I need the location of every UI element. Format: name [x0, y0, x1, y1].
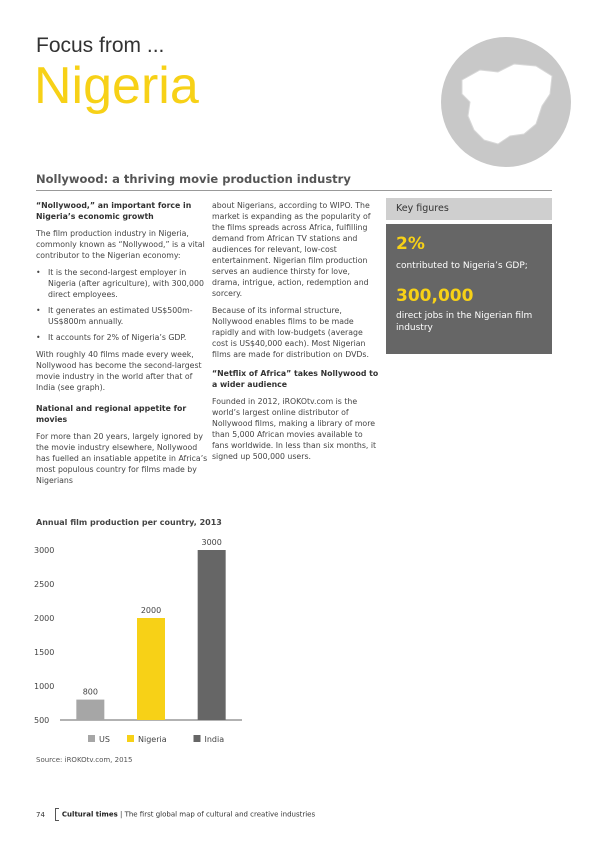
y-tick-label: 2000 [34, 614, 55, 623]
key-figures-header [386, 198, 552, 220]
key-figures-panel [386, 224, 552, 354]
key-figure-gdp: 2% [396, 234, 425, 254]
article-column-1 [36, 200, 208, 492]
y-tick-label: 1000 [34, 682, 55, 691]
y-tick-label: 500 [34, 716, 50, 725]
legend-swatch-us [88, 735, 95, 742]
nigeria-map-icon [440, 36, 572, 168]
data-label: 3000 [201, 538, 222, 547]
country-title: Nigeria [34, 57, 199, 115]
bullet-list [36, 267, 208, 343]
subheading: “Netflix of Africa” takes Nollywood to a wider audience [212, 369, 379, 389]
paragraph: Because of its informal structure, Nollywood enables films to be made rapidly and with low-budgets (average cost is US$40,000 each). Most Nigerian films are made for distribution on DVDs. [212, 306, 369, 359]
legend-swatch-nigeria [127, 735, 134, 742]
list-item: • It is the second-largest employer in Nigeria (after agriculture), with 300,000 direct employees. [36, 267, 208, 300]
bar-us [76, 700, 104, 720]
bar-chart [30, 530, 260, 752]
list-item: • It accounts for 2% of Nigeria’s GDP. [36, 332, 208, 343]
footer: 74 Cultural times | The first global map of cultural and creative industries [36, 808, 315, 821]
footer-brand: Cultural times [61, 810, 118, 819]
legend-swatch-india [194, 735, 201, 742]
y-tick-label: 3000 [34, 546, 55, 555]
paragraph: about Nigerians, according to WIPO. The market is expanding as the popularity of the films spreads across Africa, fulfilling demand from African TV stations and audiences for relevant, low-cost entertainment. Nigerian film production serves an audience thirsty for love, drama, intrigue, action, redemption and sorcery. [212, 201, 371, 298]
page-number: 74 [36, 810, 45, 819]
bracket-mark [55, 808, 59, 821]
subheading: “Nollywood,” an important force in Nigeria’s economic growth [36, 201, 192, 221]
paragraph: For more than 20 years, largely ignored by the movie industry elsewhere, Nollywood has fuelled an insatiable appetite in Africa’s most populous country for films made by Nigerians [36, 432, 208, 485]
y-tick-label: 2500 [34, 580, 55, 589]
article-column-2 [212, 200, 380, 468]
footer-subtitle: The first global map of cultural and creative industries [124, 810, 316, 819]
key-figures-title: Key figures [396, 203, 449, 214]
data-label: 2000 [140, 606, 162, 615]
source-note: Source: iROKOtv.com, 2015 [36, 756, 133, 764]
focus-label: Focus from ... [36, 34, 165, 57]
legend-label: US [99, 735, 110, 744]
section-title: Nollywood: a thriving movie production industry [36, 172, 351, 186]
paragraph: With roughly 40 films made every week, Nollywood has become the second-largest movie industry in the world after that of India (see graph). [36, 350, 202, 392]
key-figure-gdp-text: contributed to Nigeria’s GDP; [396, 261, 528, 271]
y-tick-label: 1500 [34, 648, 55, 657]
section-divider [36, 190, 552, 191]
paragraph: Founded in 2012, iROKOtv.com is the world’s largest online distributor of Nollywood films, making a library of more than 5,000 African movies available to fans worldwide. In less than six months, it signed up 500,000 users. [212, 397, 377, 461]
paragraph: The film production industry in Nigeria, commonly known as “Nollywood,” is a vital contributor to the Nigerian economy: [36, 229, 205, 260]
bar-india [198, 550, 226, 720]
subheading: National and regional appetite for movies [36, 404, 187, 424]
legend-label: India [204, 735, 225, 744]
legend-label: Nigeria [138, 735, 167, 744]
data-label: 800 [82, 687, 98, 697]
key-figure-jobs-text: direct jobs in the Nigerian film industry [396, 311, 533, 333]
list-item: • It generates an estimated US$500m-US$800m annually. [36, 305, 208, 327]
chart-title: Annual film production per country, 2013 [36, 518, 222, 527]
key-figure-jobs: 300,000 [396, 286, 474, 306]
bar-nigeria [137, 618, 165, 720]
